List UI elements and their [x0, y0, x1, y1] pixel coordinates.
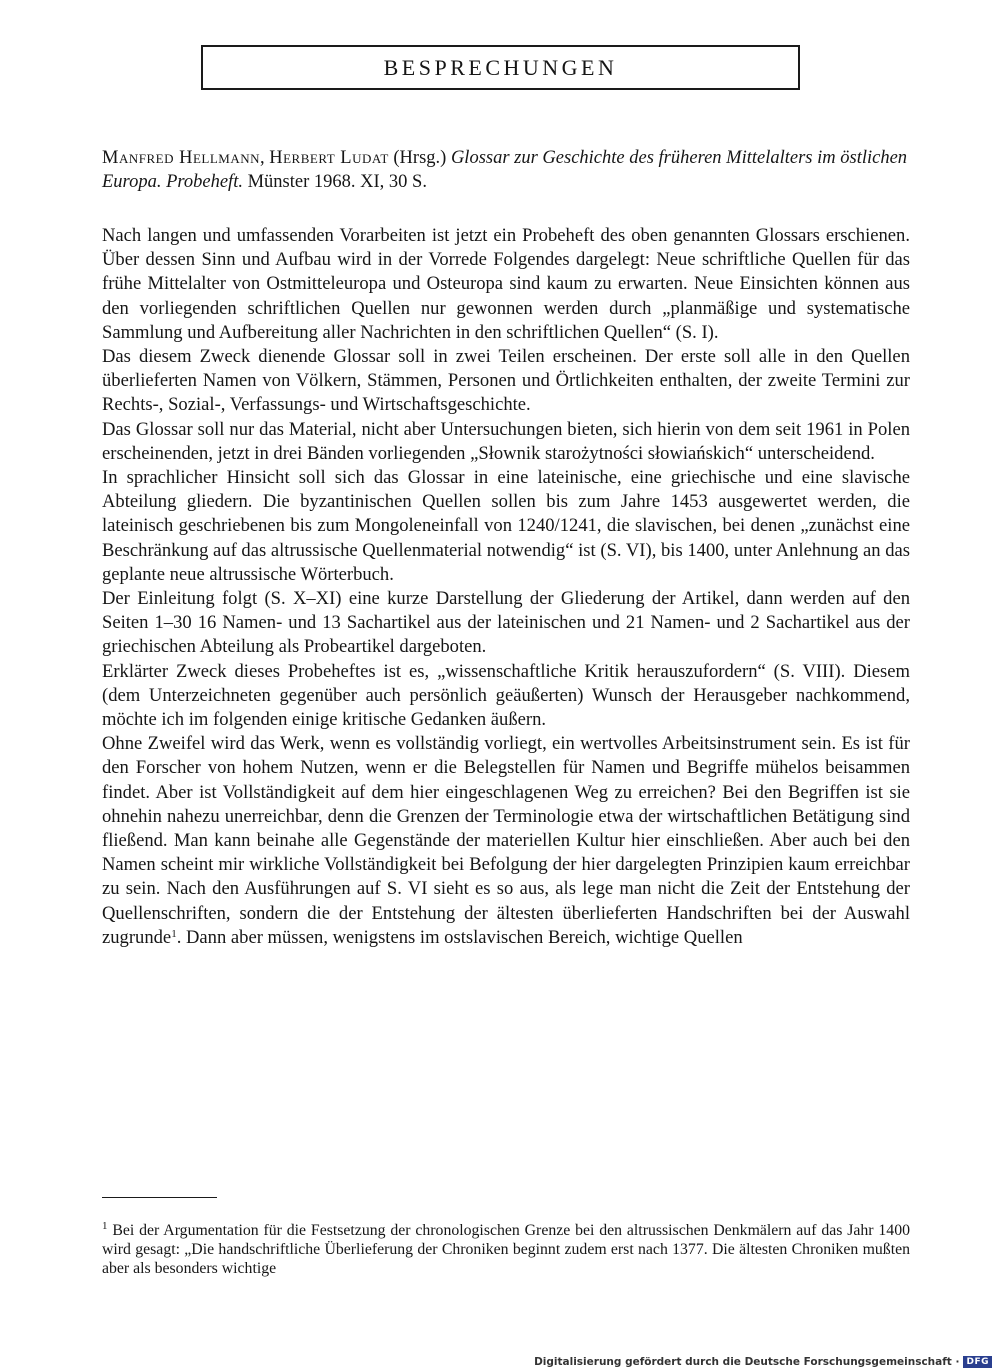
section-header-box	[201, 45, 800, 90]
paragraph: Das diesem Zweck dienende Glossar soll in zwei Teilen erscheinen. Der erste soll alle in den Quellen überlieferten Namen von Völkern, Stämmen, Personen und Örtlichkeiten enthalten, der zweite Termini zur Rechts-, Sozial-, Verfassungs- und Wirtschaftsgeschichte.	[102, 346, 910, 416]
citation-title: Glossar zur Geschichte des früheren Mittelalters im östlichen Europa. Probeheft.	[102, 148, 908, 192]
review-body	[102, 224, 910, 950]
citation-publication: Münster 1968. XI, 30 S.	[242, 172, 427, 192]
footnote-divider	[102, 1197, 217, 1198]
footnote	[102, 1221, 910, 1278]
footnote-paragraph	[102, 1221, 910, 1278]
citation-author-1: Manfred Hellmann	[102, 148, 260, 168]
paragraph-last	[102, 732, 910, 950]
paragraph: In sprachlicher Hinsicht soll sich das Glossar in eine lateinische, eine griechische und eine slavische Abteilung gliedern. Die byzantinischen Quellen sollen bis zum Jahre 1453 ausgewertet werden, die lateinisch geschriebenen bis zum Mongoleneinfall von 1240/1241, die slavischen, bei denen „zunächst eine Beschränkung auf das altrussische Quellenmaterial notwendig“ ist (S. VI), bis 1400, unter Anlehnung an das geplante neue altrussische Wörterbuch.	[102, 467, 910, 585]
footnote-text: Bei der Argumentation für die Festsetzung der chronologischen Grenze bei den altrussischen Denkmälern auf das Jahr 1400 wird gesagt: „Die handschriftliche Überlieferung der Chroniken beginnt zudem erst nach 1377. Die ältesten Chroniken mußten aber als besonders wichtige	[102, 1222, 910, 1277]
paragraph: Der Einleitung folgt (S. X–XI) eine kurze Darstellung der Gliederung der Artikel, dann werden auf den Seiten 1–30 16 Namen- und 13 Sachartikel aus der lateinischen und 21 Namen- und 2 Sachartikel aus der griechischen Abteilung als Probeartikel dargeboten.	[102, 588, 910, 658]
citation-editor-note: (Hrsg.)	[388, 148, 451, 168]
funding-notice	[534, 1356, 992, 1368]
section-title: BESPRECHUNGEN	[383, 54, 618, 80]
citation-separator: ,	[260, 148, 270, 168]
paragraph: Nach langen und umfassenden Vorarbeiten ist jetzt ein Probeheft des oben genannten Glossars erschienen. Über dessen Sinn und Aufbau wird in der Vorrede Folgendes dargelegt: Neue schriftliche Quellen für das frühe Mittelalter von Ostmitteleuropa und Osteuropa sind kaum zu erwarten. Neue Einsichten können aus den vorliegenden schriftlichen Quellen nur gewonnen werden durch „planmäßige und systematische Sammlung und Aufbereitung aller Nachrichten in den schriftlichen Quellen“ (S. I).	[102, 225, 910, 343]
dfg-logo-icon: DFG	[963, 1356, 992, 1368]
paragraph-last-text: Ohne Zweifel wird das Werk, wenn es vollständig vorliegt, ein wertvolles Arbeitsinstrument sein. Es ist für den Forscher von hohem Nutzen, wenn er die Belegstellen für Namen und Begriffe mühelos beisammen findet. Aber ist Vollständigkeit auf dem hier eingeschlagenen Weg zu erreichen? Bei den Begriffen ist sie ohnehin nahezu unerreichbar, denn die Grenzen der Terminologie etwa der wirtschaftlichen Betätigung sind fließend. Man kann beinahe alle Gegenstände der materiellen Kultur hier einschließen. Aber auch bei den Namen scheint mir wirkliche Vollständigkeit bei Befolgung der hier dargelegten Prinzipien kaum erreichbar zu sein. Nach den Ausführungen auf S. VI sieht es so aus, als lege man nicht die Zeit der Entstehung der Quellenschriften, sondern die der Entstehung der ältesten überlieferten Handschriften bei der Auswahl zugrunde	[102, 733, 910, 948]
footnote-marker: 1	[102, 1220, 108, 1232]
citation-author-2: Herbert Ludat	[269, 148, 389, 168]
paragraph: Das Glossar soll nur das Material, nicht aber Untersuchungen bieten, sich hierin von dem seit 1961 in Polen erscheinenden, jetzt in drei Bänden vorliegenden „Słownik starożytności słowiańskich“ unterscheidend.	[102, 418, 910, 464]
paragraph-last-end: . Dann aber müssen, wenigstens im ostslavischen Bereich, wichtige Quellen	[176, 926, 743, 948]
paragraph: Erklärter Zweck dieses Probeheftes ist es, „wissenschaftliche Kritik herauszufordern“ (S. VIII). Diesem (dem Unterzeichneten gegenüber auch persönlich geäußerten) Wunsch der Herausgeber nachkommend, möchte ich im folgenden einige kritische Gedanken äußern.	[102, 660, 910, 731]
book-citation	[102, 146, 912, 194]
funding-text: Digitalisierung gefördert durch die Deutsche Forschungsgemeinschaft ·	[534, 1356, 960, 1368]
footnote-reference: 1	[171, 927, 177, 940]
